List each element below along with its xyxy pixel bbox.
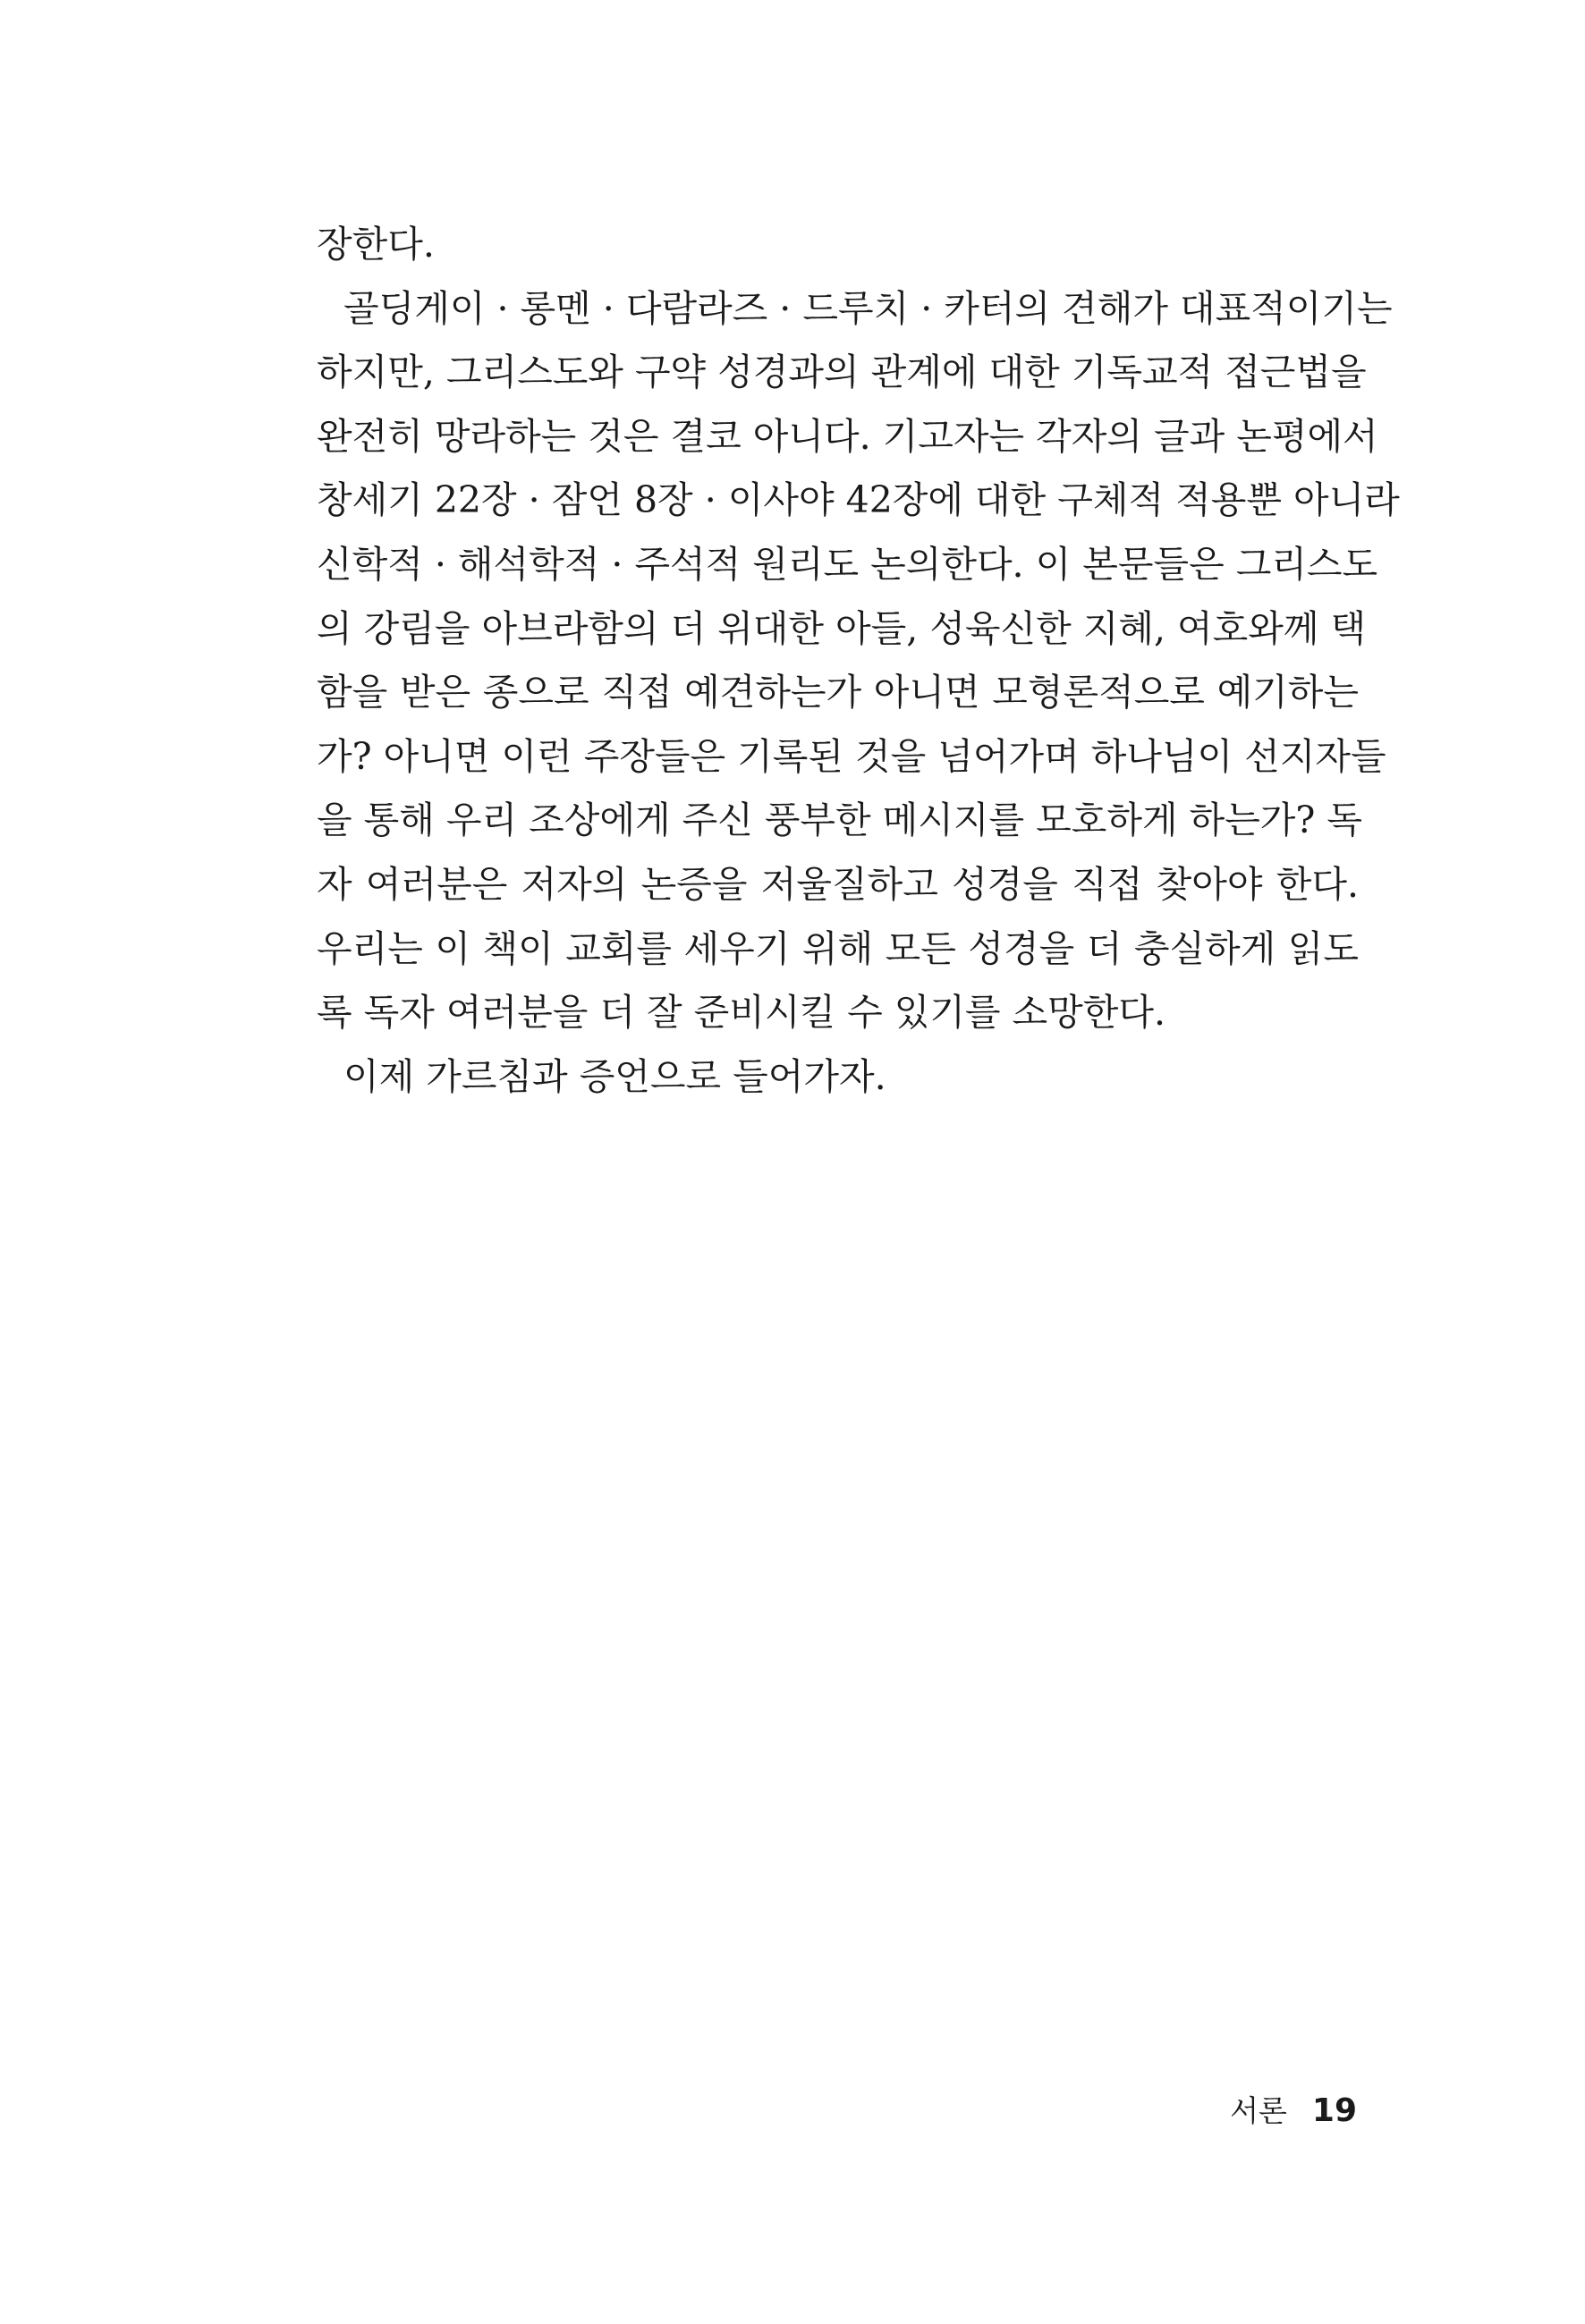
text-line: 신학적 · 해석학적 · 주석적 원리도 논의한다. 이 본문들은 그리스도 (317, 542, 1378, 586)
text-line: 골딩게이 · 롱멘 · 다람라즈 · 드루치 · 카터의 견해가 대표적이기는 (343, 286, 1393, 330)
text-line: 의 강림을 아브라함의 더 위대한 아들, 성육신한 지혜, 여호와께 택 (317, 606, 1367, 650)
text-line: 가? 아니면 이런 주장들은 기록된 것을 넘어가며 하나님이 선지자들 (317, 734, 1386, 778)
text-line: 함을 받은 종으로 직접 예견하는가 아니면 모형론적으로 예기하는 (317, 671, 1359, 714)
page-footer (1230, 2088, 1357, 2130)
text-line: 록 독자 여러분을 더 잘 준비시킬 수 있기를 소망한다. (317, 991, 1166, 1035)
body-text (317, 213, 1400, 1109)
text-line: 창세기 22장 · 잠언 8장 · 이사야 42장에 대한 구체적 적용뿐 아니라 (317, 478, 1400, 522)
text-line: 완전히 망라하는 것은 결코 아니다. 기고자는 각자의 글과 논평에서 (317, 414, 1378, 458)
text-line: 하지만, 그리스도와 구약 성경과의 관계에 대한 기독교적 접근법을 (317, 351, 1367, 394)
text-line: 장한다. (317, 223, 435, 266)
text-line: 을 통해 우리 조상에게 주신 풍부한 메시지를 모호하게 하는가? 독 (317, 799, 1363, 842)
running-footer-section: 서론 (1230, 2093, 1287, 2128)
text-line: 이제 가르침과 증언으로 들어가자. (343, 1054, 886, 1098)
text-line: 우리는 이 책이 교회를 세우기 위해 모든 성경을 더 충실하게 읽도 (317, 926, 1359, 970)
text-line: 자 여러분은 저자의 논증을 저울질하고 성경을 직접 찾아야 한다. (317, 862, 1359, 906)
page-number: 19 (1311, 2092, 1357, 2129)
